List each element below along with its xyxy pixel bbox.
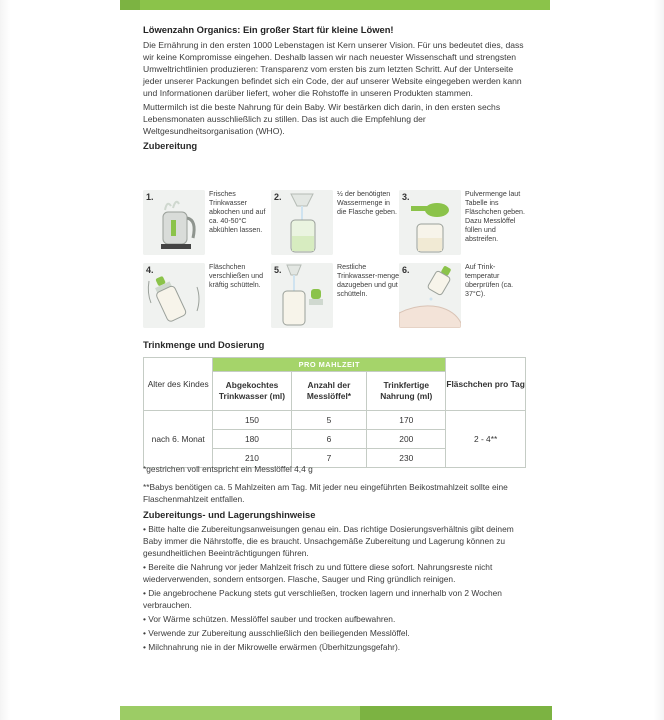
step-text: Auf Trink-temperatur überprüfen (ca. 37°C). [465, 263, 514, 298]
intro-paragraph-1: Die Ernährung in den ersten 1000 Lebenstagen ist Kern unserer Vision. Für uns bedeutet dies, dass wir keine Kompromisse eingehen. Deshalb lassen wir nach neuester Wissenschaft und strengsten Umweltrichtlinien produzieren: Transparenz vom ersten bis zum letzten Schritt. Auf der Unterseite jeder unserer Packungen befindet sich ein Code, der auf unserer Website eingegeben werden kann und Informationen darüber liefert, woher die Rohstoffe in unseren Produkten stammen. [143, 40, 524, 98]
step-number: 2. [274, 192, 282, 202]
header-water: Abgekochtes Trinkwasser (ml) [213, 372, 291, 411]
table-cell: 5 [291, 411, 367, 430]
dosage-table [143, 357, 526, 468]
step-text: ½ der benötigten Wassermenge in die Flasche geben. [337, 190, 397, 216]
preparation-steps [143, 190, 533, 332]
table-cell: 7 [291, 449, 367, 468]
package-edge-right [654, 0, 664, 720]
storage-item: • Vor Wärme schützen. Messlöffel sauber und trocken aufbewahren. [143, 614, 396, 624]
step-1 [143, 190, 273, 258]
step-number: 1. [146, 192, 154, 202]
table-cell: 210 [213, 449, 291, 468]
dosage-title: Trinkmenge und Dosierung [143, 339, 265, 350]
step-4 [143, 263, 273, 331]
step-number: 6. [402, 265, 410, 275]
header-bottles: Fläschchen pro Tag [446, 358, 526, 411]
bottles-value: 2 - 4** [446, 411, 526, 468]
table-cell: 230 [367, 449, 446, 468]
package-edge-left [0, 0, 10, 720]
storage-section [143, 509, 528, 655]
step-text: Restliche Trinkwasser-menge dazugeben und gut schütteln. [337, 263, 400, 298]
table-cell: 6 [291, 430, 367, 449]
footnote-2: **Babys benötigen ca. 5 Mahlzeiten am Tag. Mit jeder neu eingeführten Beikostmahlzeit sollte eine Flaschenmahlzeit entfallen. [143, 482, 508, 504]
storage-item: • Verwende zur Zubereitung ausschließlich den beiliegenden Messlöffel. [143, 628, 410, 638]
step-text: Pulvermenge laut Tabelle ins Fläschchen geben. Dazu Messlöffel füllen und abstreifen. [465, 190, 525, 243]
step-2 [271, 190, 401, 258]
header-food: Trinkfertige Nahrung (ml) [367, 372, 446, 411]
storage-item: • Die angebrochene Packung stets gut verschließen, trocken lagern und innerhalb von 2 Wochen verbrauchen. [143, 588, 502, 610]
step-text: Fläschchen verschließen und kräftig schütteln. [209, 263, 264, 289]
header-spoons: Anzahl der Messlöffel* [291, 372, 367, 411]
step-number: 5. [274, 265, 282, 275]
storage-title: Zubereitungs- und Lagerungshinweise [143, 509, 316, 520]
step-number: 3. [402, 192, 410, 202]
package-top-green-accent [120, 0, 140, 10]
intro-title: Löwenzahn Organics: Ein großer Start für kleine Löwen! [143, 24, 394, 35]
table-cell: 200 [367, 430, 446, 449]
step-number: 4. [146, 265, 154, 275]
table-cell: 180 [213, 430, 291, 449]
storage-item: • Bitte halte die Zubereitungsanweisungen genau ein. Das richtige Dosierungsverhältnis gibt deinem Baby immer die Nährstoffe, die es braucht. Unsachgemäße Zubereitung und Lagerung können zu gesundheitlichen Beeinträchtigungen führen. [143, 524, 514, 558]
step-3 [399, 190, 529, 258]
step-5 [271, 263, 401, 331]
storage-item: • Milchnahrung nie in der Mikrowelle erwärmen (Überhitzungsgefahr). [143, 642, 401, 652]
storage-item: • Bereite die Nahrung vor jeder Mahlzeit frisch zu und füttere diese sofort. Nahrungsreste nicht wiederverwenden, sondern entsorgen. Flasche, Sauger und Ring gründlich reinigen. [143, 562, 493, 584]
table-cell: 150 [213, 411, 291, 430]
intro-section [143, 24, 525, 152]
package-top-green-band [120, 0, 550, 10]
table-cell: 170 [367, 411, 446, 430]
step-6 [399, 263, 529, 331]
header-age: Alter des Kindes [144, 358, 213, 411]
package-bottom-green-accent [360, 706, 552, 720]
age-value: nach 6. Monat [144, 411, 213, 468]
step-text: Frisches Trinkwasser abkochen und auf ca. 40-50°C abkühlen lassen. [209, 190, 266, 234]
preparation-title: Zubereitung [143, 140, 198, 151]
intro-paragraph-2: Muttermilch ist die beste Nahrung für dein Baby. Wir bestärken dich darin, in den ersten sechs Lebensmonaten ausschließlich zu stillen. Das ist auch die Empfehlung der Weltgesundheitsorganisation (WHO). [143, 102, 501, 136]
header-per-meal: PRO MAHLZEIT [213, 358, 446, 372]
footnote-1: *gestrichen voll entspricht ein Messlöffel 4,4 g [143, 464, 313, 474]
